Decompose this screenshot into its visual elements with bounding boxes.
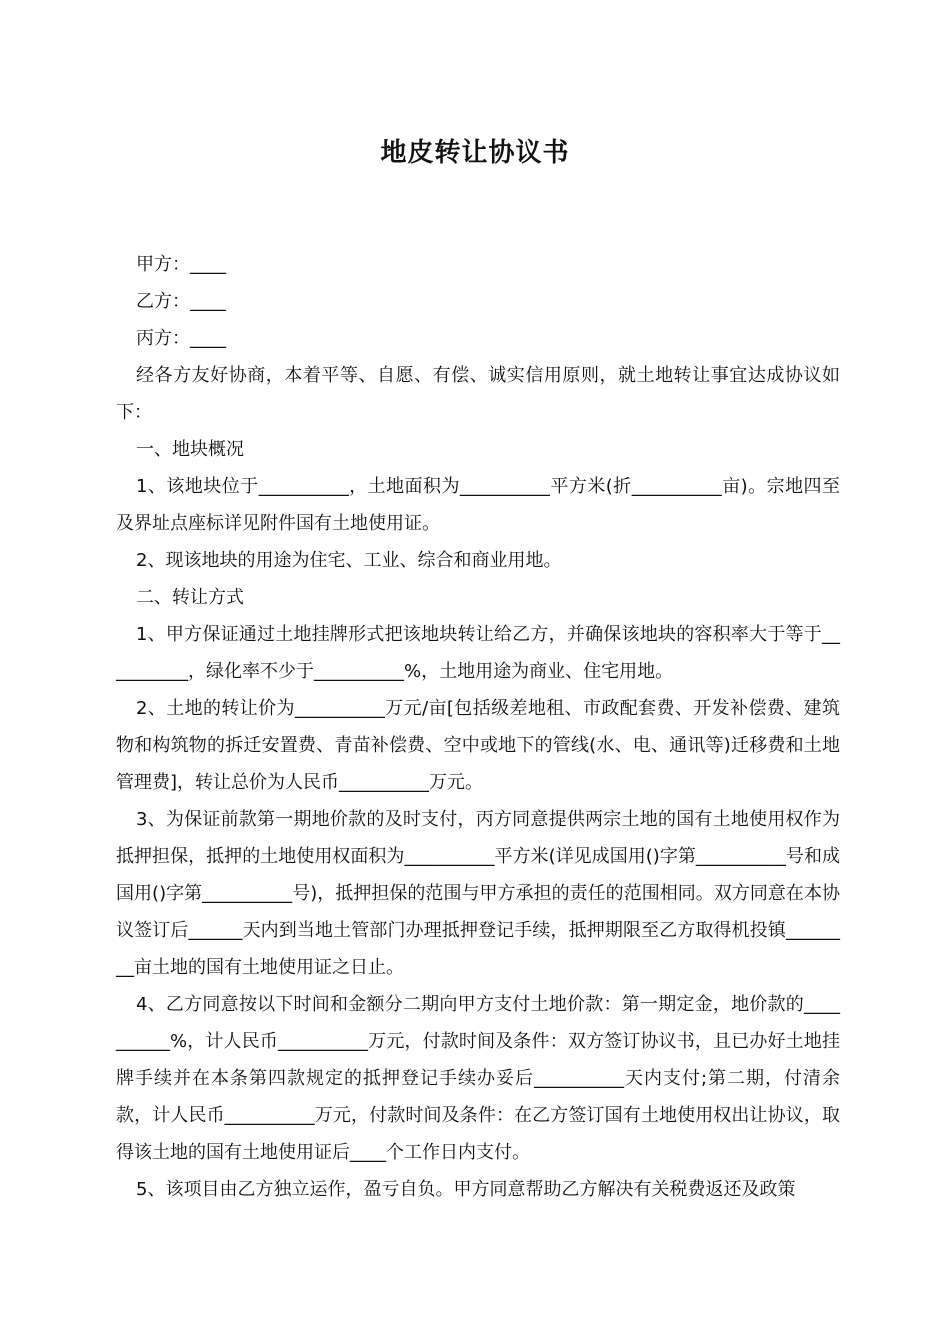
party-a-line: 甲方：____ [136, 254, 226, 275]
section-heading-2: 二、转让方式 [136, 587, 244, 608]
clause-2-5: 5、该项目由乙方独立运作，盈亏自负。甲方同意帮助乙方解决有关税费返还及政策 [136, 1179, 796, 1200]
document-body [116, 246, 840, 1208]
clause-2-3: 3、为保证前款第一期地价款的及时支付，丙方同意提供两宗土地的国有土地使用权作为抵押担保，抵押的土地使用权面积为__________平方米(详见成国用()字第__________号和成国用()字第__________号)，抵押担保的范围与甲方承担的责任的范围相同。双方同意在本协议签订后______天内到当地土管部门办理抵押登记手续，抵押期限至乙方取得机投镇________亩土地的国有土地使用证之日止。 [116, 809, 840, 978]
document-title: 地皮转让协议书 [380, 138, 570, 168]
party-c-line: 丙方：____ [136, 328, 226, 349]
clause-2-2: 2、土地的转让价为__________万元/亩[包括级差地租、市政配套费、开发补偿费、建筑物和构筑物的拆迁安置费、青苗补偿费、空中或地下的管线(水、电、通讯等)迁移费和土地管理费]，转让总价为人民币__________万元。 [116, 698, 840, 793]
section-heading-1: 一、地块概况 [136, 439, 244, 460]
clause-1-2: 2、现该地块的用途为住宅、工业、综合和商业用地。 [136, 550, 562, 571]
clause-1-1: 1、该地块位于__________，土地面积为__________平方米(折__________亩)。宗地四至及界址点座标详见附件国有土地使用证。 [116, 476, 840, 534]
clause-2-1: 1、甲方保证通过土地挂牌形式把该地块转让给乙方，并确保该地块的容积率大于等于__________，绿化率不少于__________%，土地用途为商业、住宅用地。 [116, 624, 840, 682]
preamble-paragraph: 经各方友好协商，本着平等、自愿、有偿、诚实信用原则，就土地转让事宜达成协议如下： [116, 365, 840, 423]
clause-2-4: 4、乙方同意按以下时间和金额分二期向甲方支付土地价款：第一期定金，地价款的__________%，计人民币__________万元，付款时间及条件：双方签订协议书，且已办好土地挂牌手续并在本条第四款规定的抵押登记手续办妥后__________天内支付;第二期，付清余款，计人民币__________万元，付款时间及条件：在乙方签订国有土地使用权出让协议，取得该土地的国有土地使用证后____个工作日内支付。 [116, 994, 840, 1163]
party-b-line: 乙方：____ [136, 291, 226, 312]
